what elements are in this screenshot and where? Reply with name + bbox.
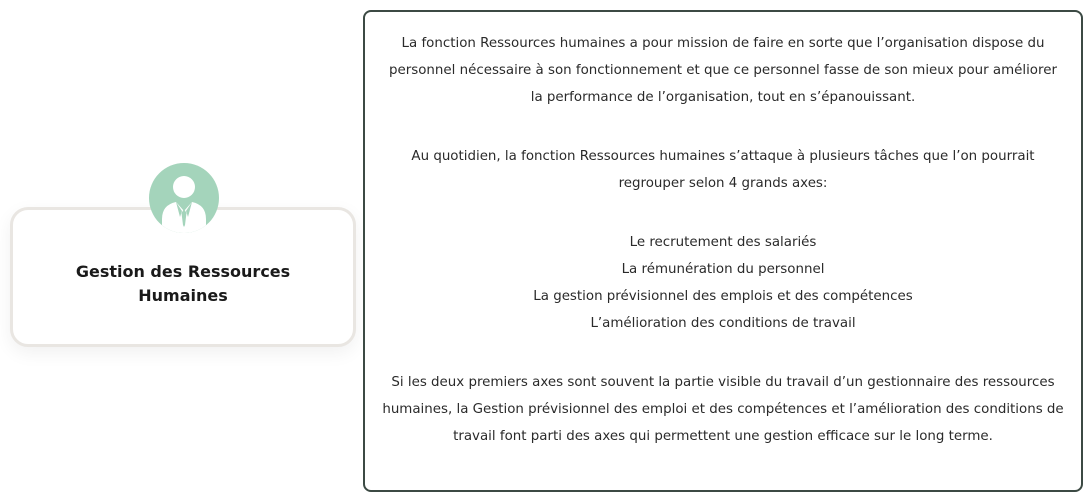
card-title xyxy=(13,260,353,308)
conclusion-paragraph: Si les deux premiers axes sont souvent la partie visible du travail d’un gestionnaire des ressources humaines, la Gestion prévisionnel des emploi et des compétences et l’amélioration des conditions de travail font parti des axes qui permettent une gestion efficace sur le long terme. xyxy=(382,375,1064,444)
description-panel xyxy=(363,10,1083,492)
axis-item-recrutement: Le recrutement des salariés xyxy=(629,235,817,250)
axis-item-remuneration: La rémunération du personnel xyxy=(621,262,825,277)
hr-card-box xyxy=(10,207,356,347)
intro-paragraph: La fonction Ressources humaines a pour mission de faire en sorte que l’organisation dispose du personnel nécessaire à son fonctionnement et que ce personnel fasse de son mieux pour améliorer la performance de l’organisation, tout en s’épanouissant. xyxy=(389,36,1057,105)
card-title-line1: Gestion des Ressources xyxy=(75,262,291,281)
person-icon xyxy=(149,163,219,233)
axes-list xyxy=(381,229,1065,337)
card-title-line2: Humaines xyxy=(138,286,228,305)
hr-card[interactable] xyxy=(10,207,356,347)
daily-paragraph: Au quotidien, la fonction Ressources humaines s’attaque à plusieurs tâches que l’on pourrait regrouper selon 4 grands axes: xyxy=(411,149,1035,191)
axis-item-gpec: La gestion prévisionnel des emplois et des compétences xyxy=(533,289,913,304)
axis-item-conditions: L’amélioration des conditions de travail xyxy=(590,316,856,331)
